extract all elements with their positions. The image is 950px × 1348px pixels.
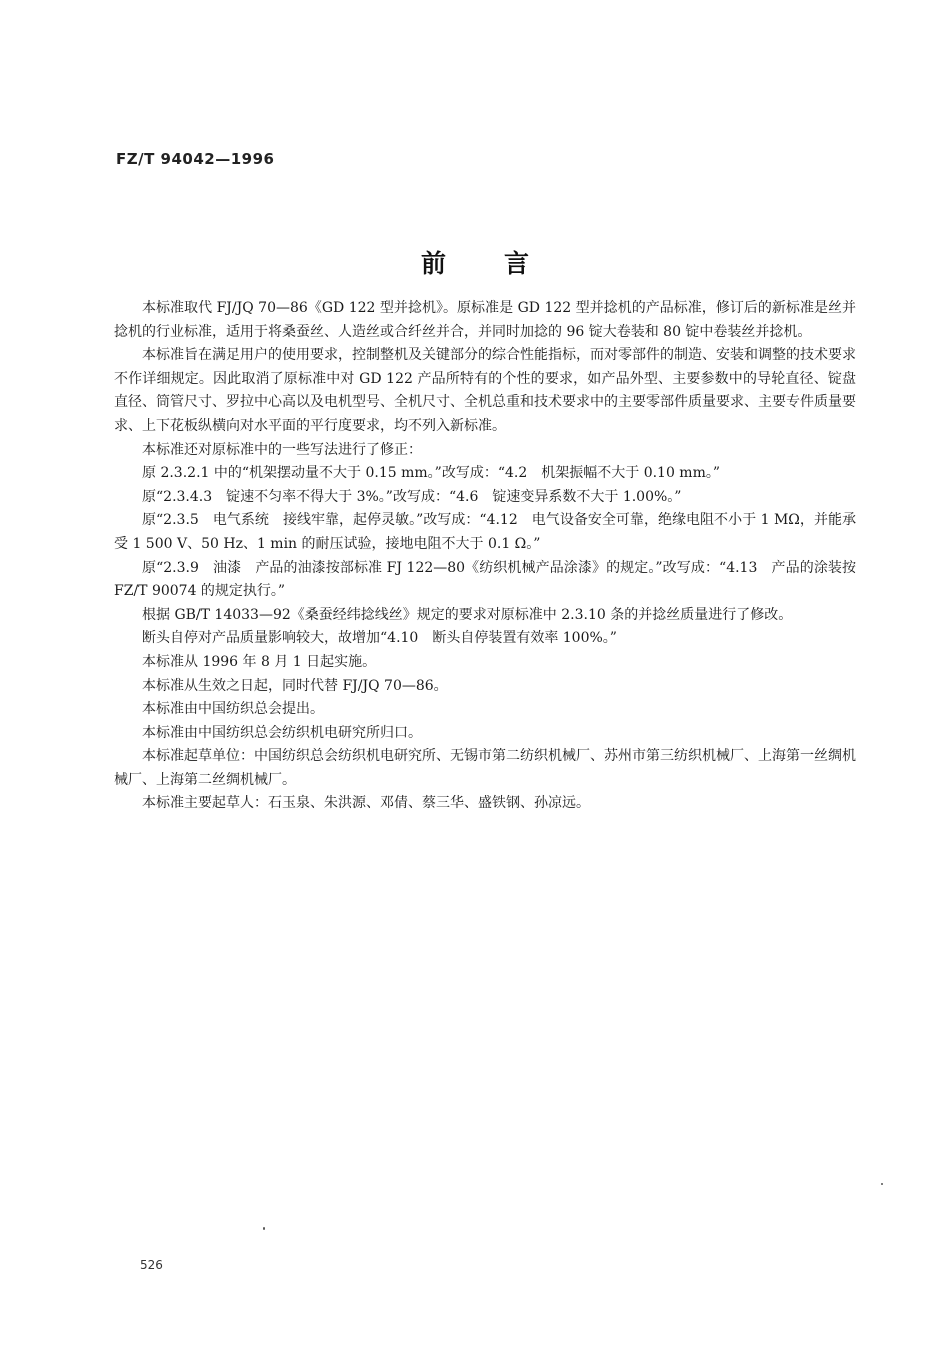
paragraph-8: 根据 GB/T 14033—92《桑蚕经纬捻线丝》规定的要求对原标准中 2.3.10 条的并捻丝质量进行了修改。 bbox=[142, 606, 793, 623]
document-body bbox=[114, 297, 856, 816]
page-number: 526 bbox=[140, 1258, 163, 1272]
paragraph-11: 本标准从生效之日起，同时代替 FJ/JQ 70—86。 bbox=[142, 677, 448, 694]
paragraph-15: 本标准主要起草人：石玉泉、朱洪源、邓倩、蔡三华、盛铁钢、孙凉远。 bbox=[142, 795, 590, 812]
paragraph-1: 本标准取代 FJ/JQ 70—86《GD 122 型并捻机》。原标准是 GD 122 型并捻机的产品标准，修订后的新标准是丝并捻机的行业标准，适用于将桑蚕丝、人造丝或合纤丝并合，并同时加捻的 96 锭大卷装和 80 锭中卷装丝并捻机。 bbox=[114, 300, 856, 340]
scan-speck bbox=[881, 1183, 883, 1185]
paragraph-4: 原 2.3.2.1 中的“机架摆动量不大于 0.15 mm。”改写成：“4.2 机架振幅不大于 0.10 mm。” bbox=[142, 465, 721, 482]
standard-number: FZ/T 94042—1996 bbox=[116, 150, 275, 168]
paragraph-10: 本标准从 1996 年 8 月 1 日起实施。 bbox=[142, 653, 377, 670]
scan-speck bbox=[263, 1227, 265, 1230]
page-title: 前言 bbox=[420, 249, 587, 278]
paragraph-12: 本标准由中国纺织总会提出。 bbox=[142, 701, 324, 718]
paragraph-6: 原“2.3.5 电气系统 接线牢靠，起停灵敏。”改写成：“4.12 电气设备安全可靠，绝缘电阻不小于 1 MΩ，并能承受 1 500 V、50 Hz、1 min 的耐压试验，接地电阻不大于 0.1 Ω。” bbox=[114, 512, 856, 552]
paragraph-9: 断头自停对产品质量影响较大，故增加“4.10 断头自停装置有效率 100%。” bbox=[142, 630, 617, 647]
paragraph-7: 原“2.3.9 油漆 产品的油漆按部标准 FJ 122—80《纺织机械产品涂漆》的规定。”改写成：“4.13 产品的涂装按 FZ/T 90074 的规定执行。” bbox=[114, 559, 856, 600]
paragraph-3: 本标准还对原标准中的一些写法进行了修正： bbox=[142, 441, 422, 458]
paragraph-13: 本标准由中国纺织总会纺织机电研究所归口。 bbox=[142, 724, 422, 741]
paragraph-2: 本标准旨在满足用户的使用要求，控制整机及关键部分的综合性能指标，而对零部件的制造、安装和调整的技术要求不作详细规定。因此取消了原标准中对 GD 122 产品所特有的个性的要求，如产品外型、主要参数中的导轮直径、锭盘直径、筒管尺寸、罗拉中心高以及电机型号、全机尺寸、全机总重和技术要求中的主要零部件质量要求、主要专件质量要求、上下花板纵横向对水平面的平行度要求，均不列入新标准。 bbox=[114, 347, 856, 434]
paragraph-14: 本标准起草单位：中国纺织总会纺织机电研究所、无锡市第二纺织机械厂、苏州市第三纺织机械厂、上海第一丝绸机械厂、上海第二丝绸机械厂。 bbox=[114, 748, 856, 788]
paragraph-5: 原“2.3.4.3 锭速不匀率不得大于 3%。”改写成：“4.6 锭速变异系数不大于 1.00%。” bbox=[142, 488, 682, 505]
